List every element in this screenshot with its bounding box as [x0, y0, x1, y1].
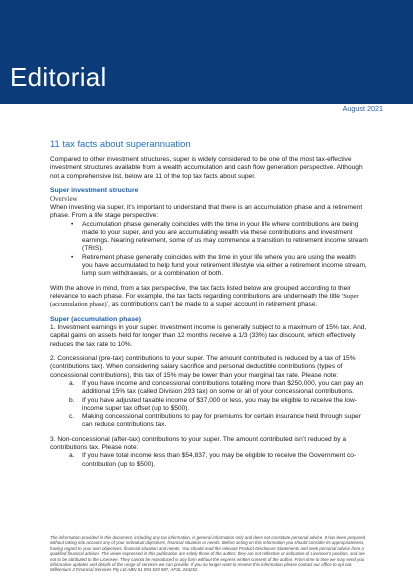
fact-2-list [50, 380, 368, 430]
list-item: b. If you have adjusted taxable income of $37,000 or less, you may be eligible to receive the low-income super tax offset (up to $500). [69, 396, 357, 412]
sub-heading-overview: Overview [50, 195, 78, 204]
bullet-icon: • [71, 220, 74, 228]
publication-date: August 2021 [342, 104, 383, 113]
section-heading-accumulation: Super (accumulation phase) [50, 315, 142, 323]
grouping-paragraph: With the above in mind, from a tax perspective, the tax facts listed below are grouped according to their relevance to each phase. For example, the tax facts regarding contributions are underneath the title ‘Super (accumulation phase)’, as contributions can’t be made to a super account in retirement phase. [50, 284, 359, 309]
section-heading-structure: Super investment structure [50, 186, 139, 194]
phase-bullet-list [50, 221, 368, 279]
fact-1-paragraph: 1. Investment earnings in your super. Investment income is generally subject to a maximum of 15% tax. And, capital gains on assets held for longer than 12 months receive a 1/3 (33%) tax discount, which effectively reduces the tax rate to 10%. [50, 324, 367, 348]
fact-2-paragraph: 2. Concessional (pre-tax) contributions to your super. The amount contributed is reduced by a tax of 15% (contributions tax). When considering salary sacrifice and personal deductible contributions (types of concessional contributions), this tax of 15% may be lower than your marginal tax rate. Please note: [50, 355, 356, 379]
list-item: a. If you have total income less than $54,837, you may be eligible to receive the Government co-contribution (up to $500). [69, 452, 357, 468]
fact-3-paragraph: 3. Non-concessional (after-tax) contributions to your super. The amount contributed isn’t reduced by a contributions tax. Please note: [50, 435, 347, 451]
banner-title: Editorial [10, 62, 107, 92]
list-item: a. If you have income and concessional contributions totalling more than $250,000, you can pay an additional 15% tax (called Division 293 tax) on some or all of your concessional contributions. [69, 379, 364, 396]
fact-3-list [50, 452, 368, 469]
bullet-icon: • [71, 253, 74, 261]
structure-paragraph: When investing via super, it’s important to understand that there is an accumulation phase and a retirement phase. From a life stage perspective: [50, 203, 363, 220]
list-item: • Retirement phase generally coincides with the time in your life where you are using the wealth you have accumulated to help fund your retirement lifestyle via either a retirement income stream, lump sum withdrawals, or a combination of both. [71, 253, 367, 278]
list-item: • Accumulation phase generally coincides with the time in your life where contributions are being made to your super, and you are accumulating wealth via these contributions and investment earnings. Nearing retirement, some of us may commence a transition to retirement income stream (TRIS). [71, 220, 368, 253]
article-body [50, 138, 368, 469]
disclaimer-text: The information provided in this document, including any tax information, is general information only and does not constitute personal advice. It has been prepared without taking into account any of your individual objectives, financial situation or needs. Before acting on this information you should consider its appropriateness, having regard to your own objectives, financial situation and needs. You should read the relevant Product Disclosure Statements and seek personal advice from a qualified financial adviser. The views expressed in this publication are solely those of the author; they are not reflective or indicative of Licensee’s position, and are not to be attributed to the Licensee. They cannot be reproduced in any form without the express written consent of the author. From time to time we may send you informative updates and details of the range of services we can provide. If you no longer want to receive this information please contact our office to opt out. Millennium 3 Financial Services Pty Ltd ABN 61 094 529 987, AFSL 244252. [50, 535, 366, 573]
article-title: 11 tax facts about superannuation [50, 138, 191, 149]
list-item: c. Making concessional contributions to pay for premiums for certain insurance held through super can reduce contributions tax. [69, 413, 361, 429]
intro-paragraph: Compared to other investment structures, super is widely considered to be one of the most tax-effective investment structures available from a wealth accumulation and cash flow generation perspective. Although not a comprehensive list, below are 11 of the top tax facts about super. [50, 156, 363, 180]
editorial-banner [0, 0, 413, 104]
